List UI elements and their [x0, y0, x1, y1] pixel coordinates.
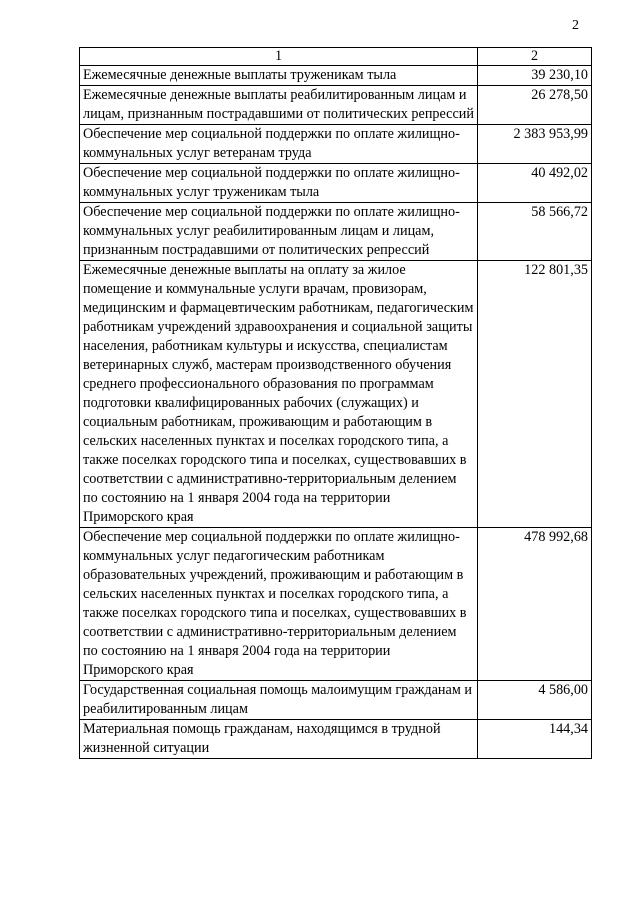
budget-table: [79, 47, 592, 759]
row-amount: 122 801,35: [478, 261, 592, 528]
row-amount: 40 492,02: [478, 164, 592, 203]
table-row: [80, 86, 592, 125]
table-row: [80, 720, 592, 759]
row-amount: 478 992,68: [478, 528, 592, 681]
page-number: 2: [572, 18, 579, 33]
column-header: 1: [80, 48, 478, 66]
row-description: Обеспечение мер социальной поддержки по оплате жилищно-коммунальных услуг ветеранам труда: [80, 125, 478, 164]
table-row: [80, 66, 592, 86]
row-amount: 2 383 953,99: [478, 125, 592, 164]
row-description: Обеспечение мер социальной поддержки по оплате жилищно-коммунальных услуг труженикам тыла: [80, 164, 478, 203]
row-amount: 58 566,72: [478, 203, 592, 261]
row-description: Государственная социальная помощь малоимущим гражданам и реабилитированным лицам: [80, 681, 478, 720]
table-row: [80, 681, 592, 720]
row-description: Ежемесячные денежные выплаты труженикам тыла: [80, 66, 478, 86]
row-description: Ежемесячные денежные выплаты на оплату за жилое помещение и коммунальные услуги врачам, провизорам, медицинским и фармацевтическим работникам, педагогическим работникам учреждений здравоохранения и социальной защиты населения, работникам культуры и искусства, специалистам ветеринарных служб, мастерам производственного обучения среднего профессионального образования по программам подготовки квалифицированных рабочих (служащих) и социальным работникам, проживающим и работающим в сельских населенных пунктах и поселках городского типа, а также поселках городского типа и поселках, существовавших в соответствии с административно-территориальным делением по состоянию на 1 января 2004 года на территории Приморского края: [80, 261, 478, 528]
row-amount: 39 230,10: [478, 66, 592, 86]
row-description: Обеспечение мер социальной поддержки по оплате жилищно-коммунальных услуг реабилитированным лицам и лицам, признанным пострадавшими от политических репрессий: [80, 203, 478, 261]
table-row: [80, 203, 592, 261]
row-amount: 4 586,00: [478, 681, 592, 720]
table-row: [80, 261, 592, 528]
table-header-row: [80, 48, 592, 66]
row-description: Ежемесячные денежные выплаты реабилитированным лицам и лицам, признанным пострадавшими от политических репрессий: [80, 86, 478, 125]
row-amount: 26 278,50: [478, 86, 592, 125]
column-header: 2: [478, 48, 592, 66]
table-row: [80, 125, 592, 164]
table-row: [80, 528, 592, 681]
row-amount: 144,34: [478, 720, 592, 759]
row-description: Материальная помощь гражданам, находящимся в трудной жизненной ситуации: [80, 720, 478, 759]
table-row: [80, 164, 592, 203]
row-description: Обеспечение мер социальной поддержки по оплате жилищно-коммунальных услуг педагогическим работникам образовательных учреждений, проживающим и работающим в сельских населенных пунктах и поселках городского типа, а также поселках городского типа и поселках, существовавших в соответствии с административно-территориальным делением по состоянию на 1 января 2004 года на территории Приморского края: [80, 528, 478, 681]
